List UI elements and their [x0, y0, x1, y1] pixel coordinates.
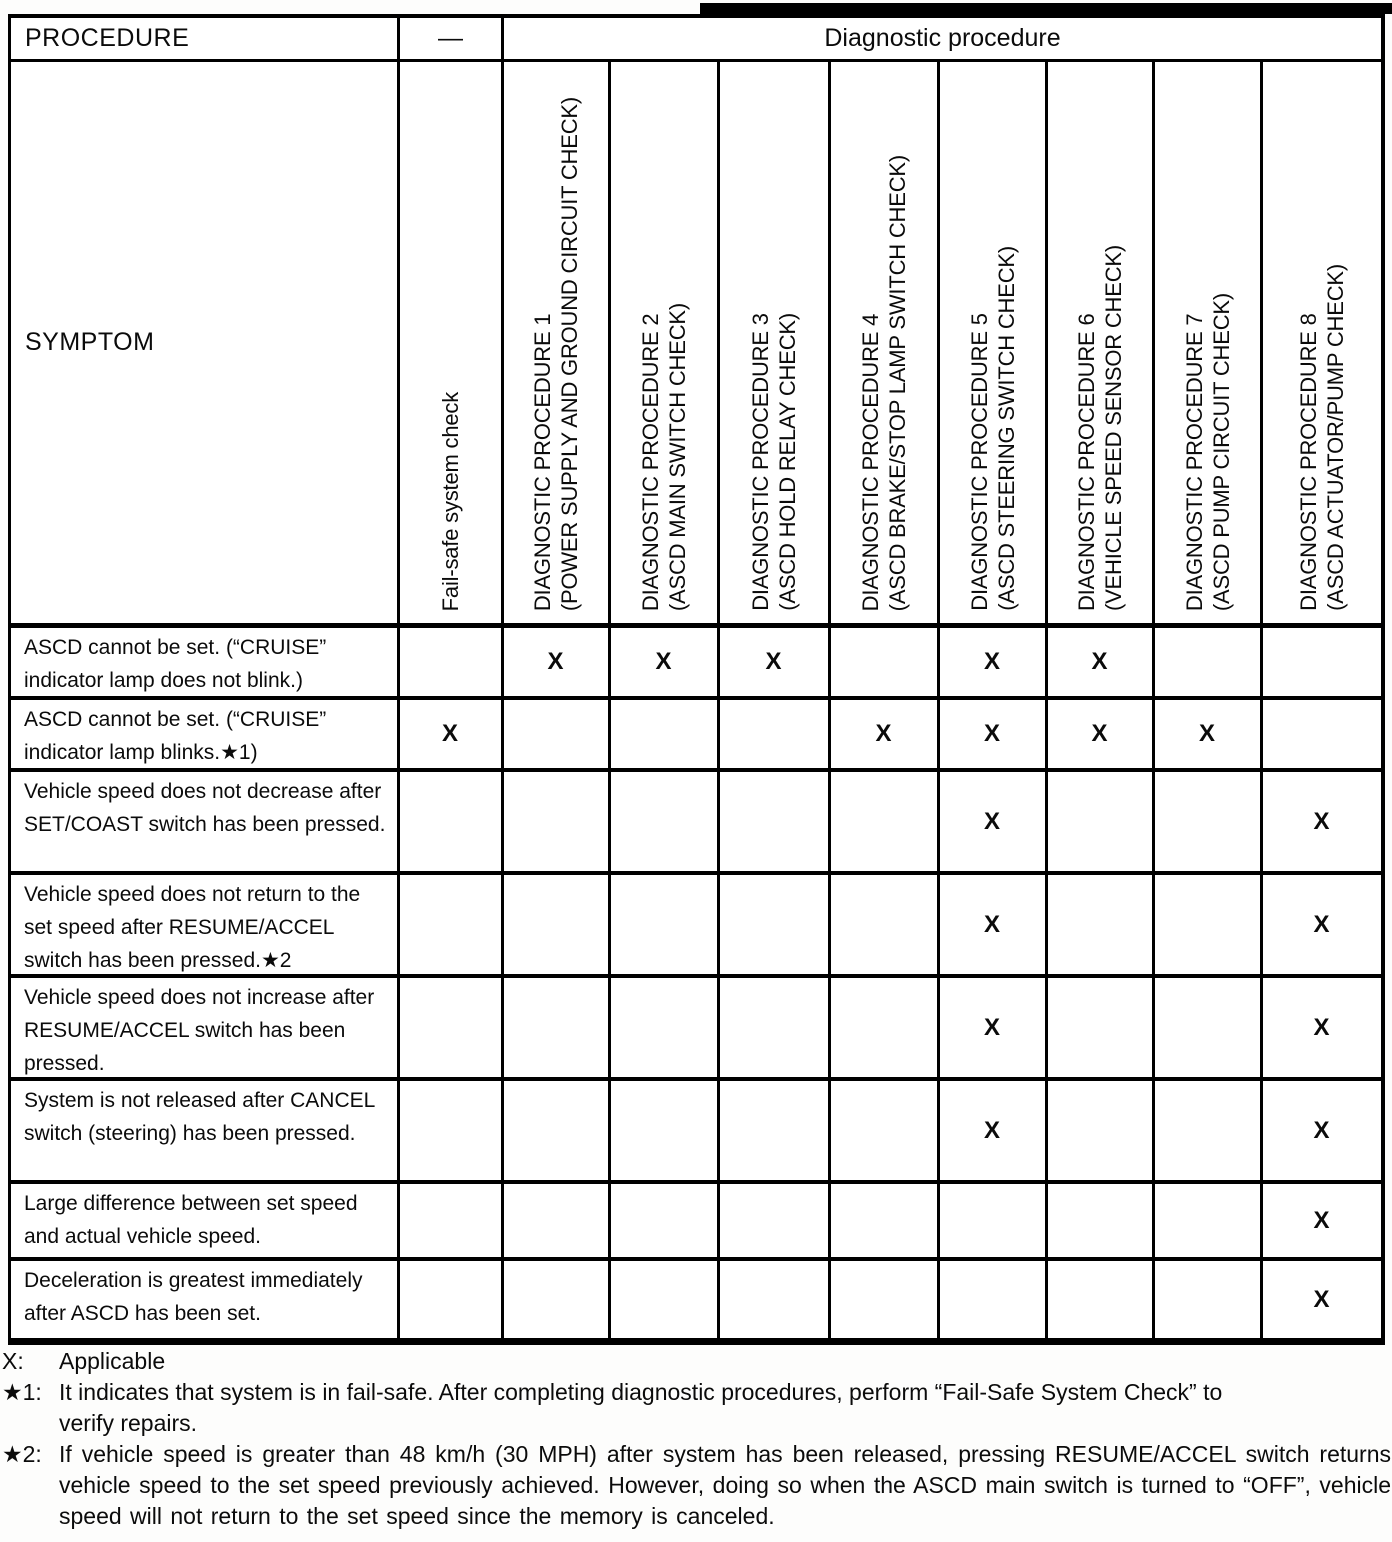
footnote-text: If vehicle speed is greater than 48 km/h (30 MPH) after system has been released, pressing RESUME/ACCEL switch returns vehicle speed to the set speed previously achieved. However, doing so when the ASCD main switch is turned to “OFF”, vehicle speed will not return to the set speed since the memory is canceled. [59, 1441, 1391, 1529]
mark-cell: X [940, 772, 1048, 875]
mark-cell [720, 875, 831, 978]
fail-safe-dash-cell: — [400, 18, 504, 62]
mark-cell: X [1263, 978, 1381, 1081]
mark-cell: X [504, 628, 611, 700]
column-title: DIAGNOSTIC PROCEDURE 4 [858, 313, 883, 611]
mark-cell [1048, 978, 1155, 1081]
mark-cell [1155, 978, 1263, 1081]
mark-cell: X [1263, 875, 1381, 978]
symptom-cell: Vehicle speed does not return to the set speed after RESUME/ACCEL switch has been pressed.★2 [11, 875, 400, 978]
mark-cell [1155, 1261, 1263, 1338]
mark-cell [611, 1081, 720, 1184]
column-title: Fail-safe system check [438, 391, 463, 611]
column-header-dp4 [831, 62, 940, 628]
footnote-text: It indicates that system is in fail-safe. After completing diagnostic procedures, perform “Fail-Safe System Check” to verify repairs. [59, 1379, 1223, 1436]
column-title: DIAGNOSTIC PROCEDURE 6 [1074, 313, 1099, 611]
symptom-cell: Deceleration is greatest immediately after ASCD has been set. [11, 1261, 400, 1338]
column-subtitle: (POWER SUPPLY AND GROUND CIRCUIT CHECK) [557, 96, 582, 611]
column-header-dp2 [611, 62, 720, 628]
mark-cell [720, 772, 831, 875]
footnote-marker: ★1: [2, 1379, 42, 1405]
mark-cell [504, 1184, 611, 1261]
mark-cell [720, 1261, 831, 1338]
diagnostic-procedure-header: Diagnostic procedure [504, 18, 1381, 62]
mark-cell [504, 1081, 611, 1184]
symptom-cell: Vehicle speed does not increase after RESUME/ACCEL switch has been pressed. [11, 978, 400, 1081]
mark-cell [831, 1081, 940, 1184]
column-header-dp7 [1155, 62, 1263, 628]
mark-cell [831, 628, 940, 700]
symptom-cell: Vehicle speed does not decrease after SET/COAST switch has been pressed. [11, 772, 400, 875]
column-subtitle: (ASCD HOLD RELAY CHECK) [775, 313, 800, 611]
mark-cell [611, 772, 720, 875]
mark-cell [504, 1261, 611, 1338]
mark-cell [400, 875, 504, 978]
mark-cell [720, 1081, 831, 1184]
mark-cell [1263, 628, 1381, 700]
mark-cell: X [940, 700, 1048, 772]
mark-cell: X [940, 628, 1048, 700]
mark-cell: X [400, 700, 504, 772]
column-title: DIAGNOSTIC PROCEDURE 3 [748, 313, 773, 611]
mark-cell: X [1263, 1184, 1381, 1261]
column-header-dp8 [1263, 62, 1381, 628]
mark-cell: X [611, 628, 720, 700]
symptom-header: SYMPTOM [11, 62, 400, 628]
mark-cell [504, 875, 611, 978]
mark-cell [611, 875, 720, 978]
mark-cell [1263, 700, 1381, 772]
mark-cell [831, 1184, 940, 1261]
symptom-cell: ASCD cannot be set. (“CRUISE” indicator lamp does not blink.) [11, 628, 400, 700]
mark-cell [1048, 875, 1155, 978]
mark-cell [400, 1261, 504, 1338]
mark-cell [1048, 1184, 1155, 1261]
mark-cell [831, 978, 940, 1081]
column-header-dp1 [504, 62, 611, 628]
column-title: DIAGNOSTIC PROCEDURE 2 [638, 313, 663, 611]
mark-cell [400, 1184, 504, 1261]
symptom-cell: Large difference between set speed and actual vehicle speed. [11, 1184, 400, 1261]
column-header-dp5 [940, 62, 1048, 628]
footnote-marker: ★2: [2, 1441, 42, 1467]
symptom-diagnostic-table [8, 14, 1385, 1345]
mark-cell: X [1313, 1285, 1331, 1313]
mark-cell: X [940, 875, 1048, 978]
mark-cell [940, 1261, 1048, 1338]
column-subtitle: (ASCD PUMP CIRCUIT CHECK) [1208, 292, 1234, 611]
column-subtitle: (ASCD STEERING SWITCH CHECK) [993, 246, 1019, 611]
column-title: DIAGNOSTIC PROCEDURE 5 [966, 313, 992, 611]
column-header-dp6 [1048, 62, 1155, 628]
mark-cell: X [1263, 772, 1381, 875]
mark-cell [611, 978, 720, 1081]
mark-cell [720, 1184, 831, 1261]
column-header-dp3 [720, 62, 831, 628]
column-subtitle: (ASCD MAIN SWITCH CHECK) [665, 302, 690, 611]
footnote-text: Applicable [59, 1348, 166, 1374]
procedure-header: PROCEDURE [11, 18, 400, 62]
symptom-cell: ASCD cannot be set. (“CRUISE” indicator lamp blinks.★1) [11, 700, 400, 772]
mark-cell [400, 1081, 504, 1184]
column-header-fail-safe [400, 62, 504, 628]
mark-cell [1155, 1081, 1263, 1184]
mark-cell [1048, 1081, 1155, 1184]
mark-cell [611, 700, 720, 772]
column-subtitle: (VEHICLE SPEED SENSOR CHECK) [1101, 244, 1126, 611]
mark-cell [940, 1184, 1048, 1261]
mark-cell [1155, 628, 1263, 700]
mark-cell [504, 700, 611, 772]
mark-cell [504, 772, 611, 875]
mark-cell: X [940, 978, 1048, 1081]
mark-cell [831, 875, 940, 978]
heavy-top-rule [700, 3, 1392, 14]
mark-cell: X [1155, 700, 1263, 772]
mark-cell [720, 700, 831, 772]
mark-cell [831, 772, 940, 875]
mark-cell [400, 628, 504, 700]
footnote-applicable [2, 1346, 1391, 1377]
column-subtitle: (ASCD ACTUATOR/PUMP CHECK) [1323, 264, 1348, 611]
column-title: DIAGNOSTIC PROCEDURE 7 [1181, 313, 1207, 611]
mark-cell [1048, 772, 1155, 875]
footnote-star2 [2, 1439, 1391, 1532]
mark-cell [720, 978, 831, 1081]
mark-cell: X [1048, 628, 1155, 700]
mark-cell [1048, 1261, 1155, 1338]
mark-cell: X [1048, 700, 1155, 772]
mark-cell [504, 978, 611, 1081]
mark-cell: X [1263, 1081, 1381, 1184]
column-title: DIAGNOSTIC PROCEDURE 1 [530, 313, 555, 611]
mark-cell [1155, 875, 1263, 978]
footnotes [2, 1346, 1391, 1532]
footnote-marker: X: [2, 1348, 24, 1374]
mark-cell [400, 772, 504, 875]
mark-cell [1155, 1184, 1263, 1261]
mark-cell: X [720, 628, 831, 700]
column-subtitle: (ASCD BRAKE/STOP LAMP SWITCH CHECK) [885, 154, 910, 611]
column-title: DIAGNOSTIC PROCEDURE 8 [1296, 313, 1321, 611]
symptom-cell: System is not released after CANCEL switch (steering) has been pressed. [11, 1081, 400, 1184]
mark-cell [1155, 772, 1263, 875]
mark-cell: X [940, 1081, 1048, 1184]
mark-cell [831, 1261, 940, 1338]
mark-cell [400, 978, 504, 1081]
footnote-star1 [2, 1377, 1391, 1439]
mark-cell [611, 1184, 720, 1261]
mark-cell [611, 1261, 720, 1338]
mark-cell: X [831, 700, 940, 772]
